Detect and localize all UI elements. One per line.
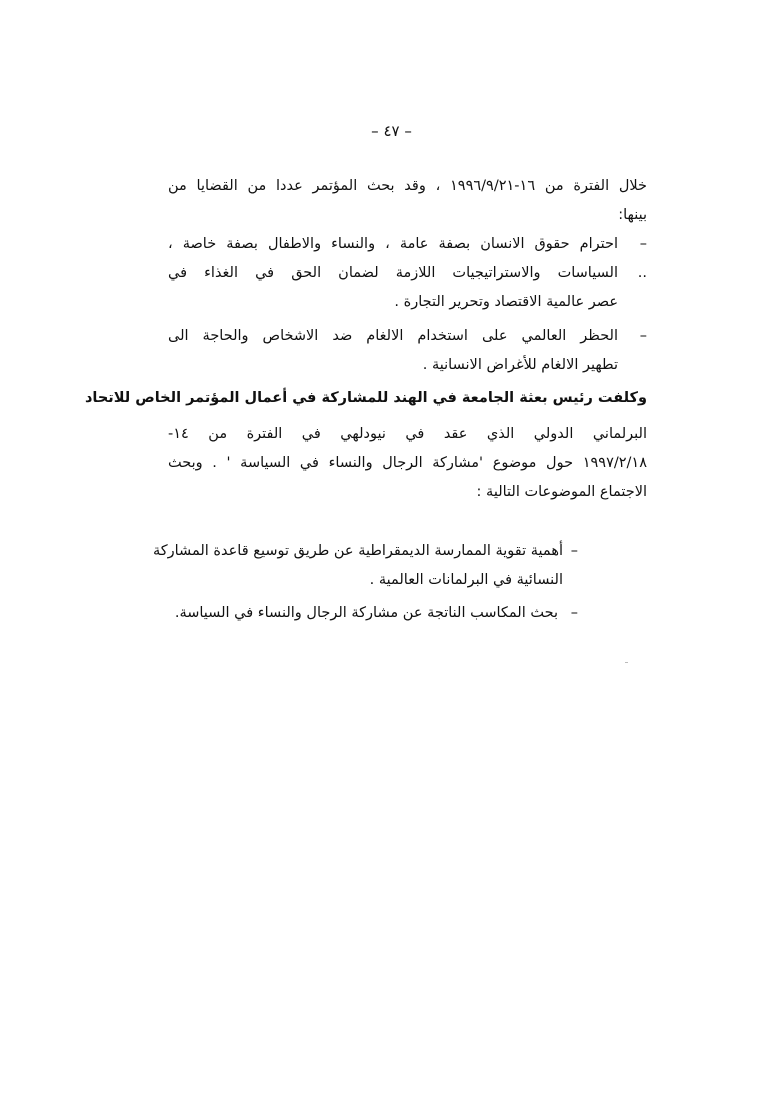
- page-number: – ٤٧ –: [371, 122, 412, 140]
- bullet-marker: –: [570, 605, 578, 621]
- bullet-marker: ..: [637, 265, 647, 281]
- bullet-marker: –: [639, 236, 647, 252]
- paragraph-line: وكلفت رئيس بعثة الجامعة في الهند للمشاركة في أعمال المؤتمر الخاص للاتحاد: [84, 390, 647, 406]
- bullet-marker: –: [639, 328, 647, 344]
- intro-line: بينها:: [618, 207, 647, 223]
- bullet-text: عصر عالمية الاقتصاد وتحرير التجارة .: [394, 294, 618, 310]
- intro-line: خلال الفترة من ١٦-١٩٩٦/٩/٢١ ، وقد بحث المؤتمر عددا من القضايا من: [168, 178, 647, 194]
- paragraph-line: البرلماني الدولي الذي عقد في نيودلهي في الفترة من ١٤-: [168, 426, 647, 442]
- paragraph-line: الاجتماع الموضوعات التالية :: [476, 484, 647, 500]
- scan-speck: [625, 662, 628, 663]
- paragraph-line: ١٩٩٧/٢/١٨ حول موضوع 'مشاركة الرجال والنساء في السياسة ' . وبحث: [168, 455, 647, 471]
- bullet-text: النسائية في البرلمانات العالمية .: [369, 572, 563, 588]
- bullet-text: الحظر العالمي على استخدام الالغام ضد الاشخاص والحاجة الى: [168, 328, 618, 344]
- bullet-text: السياسات والاستراتيجيات اللازمة لضمان الحق في الغذاء في: [168, 265, 618, 281]
- bullet-text: بحث المكاسب الناتجة عن مشاركة الرجال والنساء في السياسة.: [174, 605, 558, 621]
- bullet-text: احترام حقوق الانسان بصفة عامة ، والنساء والاطفال بصفة خاصة ،: [168, 236, 618, 252]
- bullet-marker: –: [570, 543, 578, 559]
- bullet-text: أهمية تقوية الممارسة الديمقراطية عن طريق توسيع قاعدة المشاركة: [152, 543, 563, 559]
- bullet-text: تطهير الالغام للأغراض الانسانية .: [422, 357, 618, 373]
